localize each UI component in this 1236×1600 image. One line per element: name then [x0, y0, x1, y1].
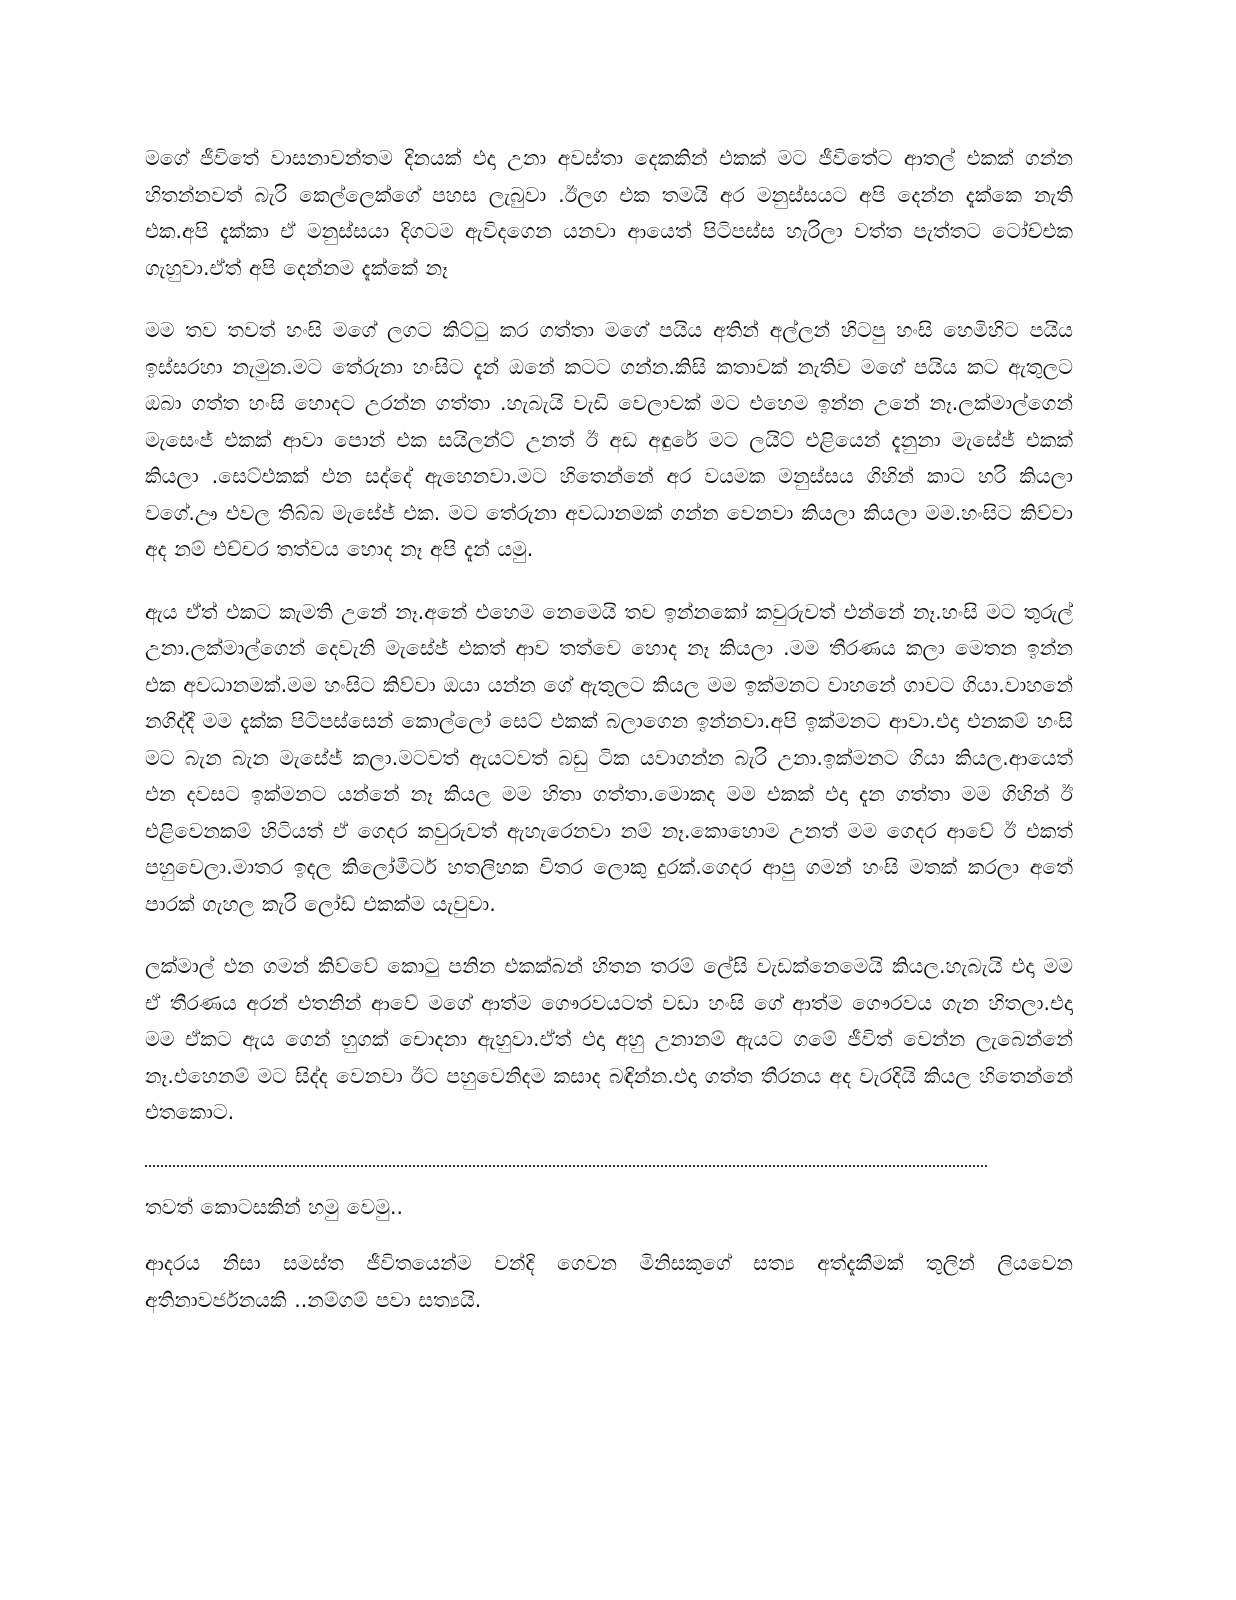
dotted-separator	[145, 1157, 987, 1167]
story-paragraph-4: ලක්මාල් එන ගමන් කිව්වේ කොටු පනින එකක්බන් හිතන තරම් ලේසි වැඩක්නෙමෙයි කියල.හැබැයි එදා මම ඒ තීරණය අරන් එතනින් ආවේ මගේ ආත්ම ගෞරවයටත් වඩා හංසි ගේ ආත්ම ගෞරවය ගැන හිතලා.එදා මම ඒකට ඇය ගෙන් හුගක් චොදනා ඇහුවා.ඒත් එදා අහු උනානම් ඇයට ගමේ ජීවිත් වෙන්න ලැබෙන්නේ නෑ.එහෙනම් මට සිද්ද වෙනවා ඊට පහුවෙනිදම කසාද බඳින්න.එදා ගත්ත තීරනය අද වැරදියි කියල හිතෙන්නේ එතකොට.	[145, 954, 1073, 1124]
author-note: ආදරය නිසා සමස්ත ජීවිතයෙන්ම වන්දි ගෙවන මිනිසකුගේ සත්‍ය අත්දැකීමක් තුලින් ලියවෙන අතිනාවර්ජනයකි ..නම්ගම් පවා සත්‍යයි.	[145, 1251, 1073, 1312]
document-page	[145, 140, 1073, 1344]
story-paragraph-2: මම තව තවත් හංසි මගේ ලගට කිට්ටු කර ගත්තා මගේ පයිය අතින් අල්ලන් හිටපු හංසි හෙමිහිට පයිය ඉස්සරහා නැමුන.මට තේරුනා හංසිට දැන් ඔනේ කටට ගන්න.කිසි කතාවක් නැතිව මගේ පයිය කට ඇතුලට ඔබා ගත්ත හංසි හොදට උරන්න ගත්තා .හැබැයි වැඩි වෙලාවක් මට එහෙම ඉන්න උනේ නෑ.ලක්මාල්ගෙන් මැසෙංජ් එකක් ආවා පොන් එක සයිලන්ට් උනත් ඊ අඩ අඳුරේ මට ලයිට් එළියෙන් දැනුනා මැසේජ් එකක් කියලා .සෙට්එකක් එන සද්දේ ඇහෙනවා.මට හිතෙන්නේ අර වයමක මනුස්සය ගිහින් කාට හරි කියලා වගේ.ඌ එවල තිබ්බ මැසේජ් එක. මට තේරුනා අවධානමක් ගන්න වෙනවා කියලා කියලා මම.හංසිට කිව්වා අද නම් එච්චර තත්වය හොද නෑ අපි දැන් යමු.	[145, 318, 1073, 561]
story-paragraph-3: ඇය ඒත් එකට කැමති උනේ නෑ.අනේ එහෙම නෙමෙයි තව ඉන්නකෝ කවුරුවත් එන්නේ නෑ.හංසි මට තුරුල් උනා.ලක්මාල්ගෙන් දෙවැනි මැසේජ් එකත් ආව තත්වෙ හොද නෑ කියලා .මම තීරණය කලා මෙතන ඉන්න එක අවධානමක්.මම හංසිට කිව්වා ඔයා යන්න ගේ ඇතුලට කියල මම ඉක්මනට වාහනේ ගාවට ගියා.වාහනේ නගිද්දී මම දැක්ක පිටිපස්සෙන් කොල්ලෝ සෙට් එකක් බලාගෙන ඉන්නවා.අපි ඉක්මනට ආවා.එදා එනකම් හංසි මට බැන බැන මැසේජ් කලා.මටවත් ඇයටවත් බඩු ටික යවාගන්න බැරි උනා.ඉක්මනට ගියා කියල.ආයෙත් එන දවසට ඉක්මනට යන්නේ නෑ කියල මම හිතා ගත්තා.මොකද මම එකක් එදා දැන ගත්තා මම ගිහින් ඊ එළිවෙනකම් හිටියත් ඒ ගෙදර කවුරුවත් ඇහැරෙනවා නම් නෑ.කොහොම උනත් මම ගෙදර ආවේ ඊ එකත් පහුවෙලා.මාතර ඉදල කිලෝමීටර් හතලිහක විතර ලොකු දුරක්.ගෙදර ආපු ගමන් හංසි මතක් කරලා අතේ පාරක් ගැහල කැරි ලෝඩ් එකක්ම යැවුවා.	[145, 599, 1073, 916]
continuation-note: තවත් කොටසකින් හමු වෙමු..	[145, 1194, 404, 1219]
story-paragraph-1: මගේ ජීවිතේ වාසනාවන්තම දිනයක් එදා උනා අවස්තා දෙකකින් එකක් මට ජීවිතේට ආතල් එකක් ගන්න හිතන්නවත් බැරි කෙල්ලෙක්ගේ පහස ලැබුවා .ඊලග එක තමයි අර මනුස්සයට අපි දෙන්න දැක්කෙ නැති එක.අපි දැක්කා ඒ මනුස්සයා දිගටම ඇවිදගෙන යනවා ආයෙත් පිටිපස්ස හැරිලා වත්ත පැත්තට ටෝච්එක ගැහුවා.ඒත් අපි දෙන්නම දැක්කේ නෑ	[145, 146, 1073, 280]
